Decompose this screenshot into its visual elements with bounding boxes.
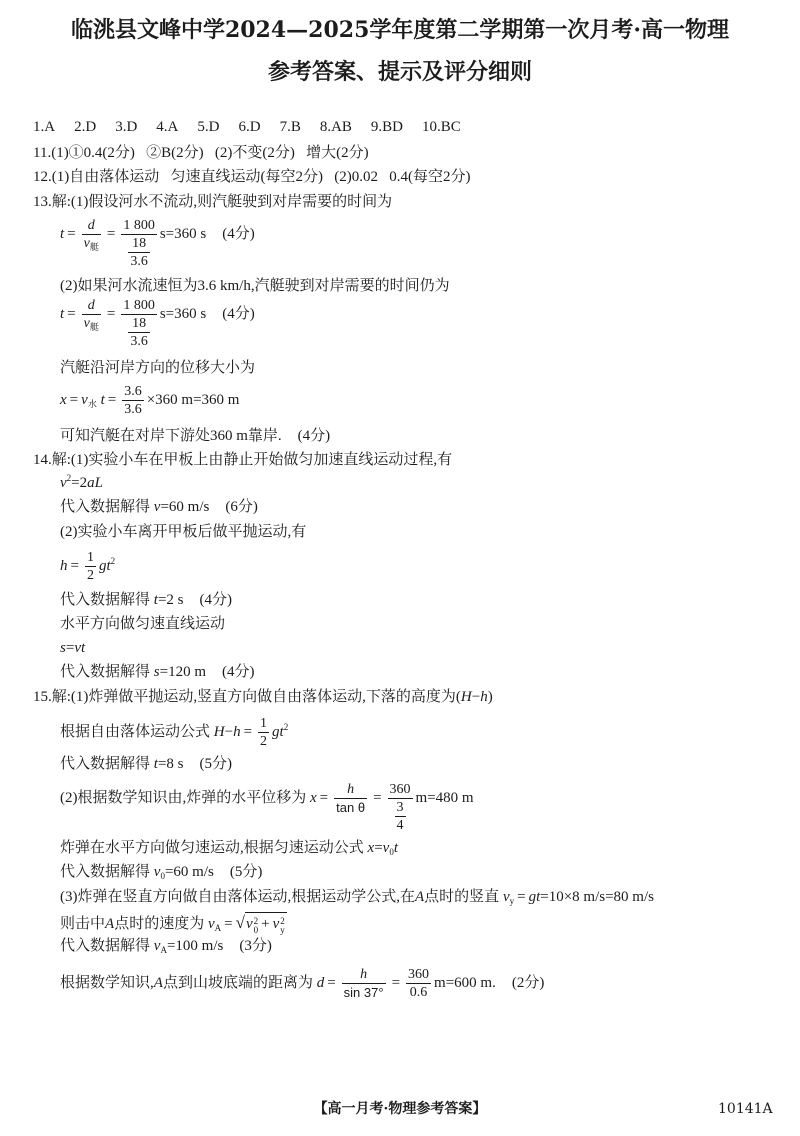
q14-part2-text: (2)实验小车离开甲板后做平抛运动,有: [60, 524, 307, 540]
sub-superscript: [254, 917, 259, 935]
q13-conclusion-text: 可知汽艇在对岸下游处360 m靠岸.: [60, 428, 282, 444]
var-A: A: [105, 916, 115, 932]
formula-label: (2)根据数学知识由,炸弹的水平位移为: [60, 790, 310, 806]
equals-sign: =: [391, 975, 401, 991]
var-gt: gt: [272, 724, 284, 740]
q14-result-1: [60, 497, 258, 517]
var-t: t: [393, 840, 398, 856]
q11-text: 11.(1)①0.4(2分) ②B(2分) (2)不变(2分) 增大(2分): [33, 145, 369, 161]
var-v: v: [502, 889, 510, 905]
q14-result-3: [60, 662, 255, 682]
q14-horizontal-text: 水平方向做匀速直线运动: [60, 616, 226, 632]
equals-sign: =: [319, 790, 329, 806]
numerator: [86, 297, 97, 314]
formula-label: 则击中: [60, 916, 106, 932]
fraction-one-half: [258, 715, 269, 750]
formula-lhs: [60, 789, 331, 807]
formula-rhs: [272, 723, 288, 742]
formula-result: [434, 974, 544, 992]
formula-lhs: [60, 305, 79, 323]
numerator: 3: [396, 800, 404, 815]
q15-result-1: [60, 754, 232, 774]
score: (5分): [199, 756, 232, 772]
result-variable: t: [153, 756, 158, 772]
formula-result: [416, 789, 474, 807]
result-label: 代入数据解得: [60, 756, 154, 772]
formula-label: (3)炸弹在竖直方向做自由落体运动,根据运动学公式,在: [60, 889, 415, 905]
q14-intro: [33, 450, 452, 470]
fraction-one-half: [85, 549, 96, 584]
score: (4分): [222, 226, 255, 242]
var-d: d: [87, 218, 95, 233]
superscript: 2: [66, 473, 72, 483]
q15-distance-formula: [60, 966, 544, 1001]
formula-equals: [104, 305, 118, 323]
equals-sign: =: [224, 916, 233, 932]
superscript: 2: [253, 916, 259, 926]
result-variable: v: [153, 499, 161, 515]
footer-code: 10141A: [718, 1101, 773, 1117]
result-value: =60 m/s: [160, 499, 210, 515]
score: (4分): [297, 428, 331, 444]
denominator: [82, 315, 101, 333]
close-paren: ): [487, 689, 493, 705]
denominator: [123, 235, 155, 270]
choice-answer: 6.D: [238, 119, 261, 135]
fraction-360-over-0.6: [406, 966, 431, 1001]
subscript: 艇: [89, 242, 99, 252]
numerator: 1: [86, 550, 94, 565]
equation-rhs: =2: [71, 475, 88, 491]
q15-intro-text: 15.解:(1)炸弹做平抛运动,竖直方向做自由落体运动,下落的高度为(: [33, 689, 461, 705]
numerator: 18: [132, 316, 147, 331]
var-d: d: [87, 298, 95, 313]
title-line-1: 临洮县文峰中学2024—2025学年度第二学期第一次月考·高一物理: [70, 17, 730, 43]
nested-fraction: [128, 235, 150, 270]
var-h: h: [233, 724, 241, 740]
q14-part2: [60, 522, 306, 542]
result-label: 代入数据解得: [60, 864, 154, 880]
var-h: h: [60, 558, 68, 574]
choice-answer: 8.AB: [319, 119, 352, 135]
choice-answer: 2.D: [74, 119, 97, 135]
minus-sign: −: [471, 689, 481, 705]
var-aL: aL: [87, 475, 103, 491]
score: (4分): [222, 664, 255, 680]
var-v: v: [245, 916, 253, 932]
subscript: 0: [253, 925, 259, 935]
var-v: v: [83, 236, 90, 251]
score: (4分): [222, 306, 255, 322]
subscript: A: [214, 923, 222, 933]
var-x: x: [310, 790, 317, 806]
fraction-h-over-sin: [342, 966, 386, 1001]
equals-sign: =: [517, 889, 526, 905]
q15-vertical-velocity: [60, 887, 654, 908]
minus-sign: −: [224, 724, 234, 740]
choice-answer: 7.B: [279, 119, 301, 135]
fraction-distance-over-speed: [121, 217, 157, 270]
score: (5分): [229, 864, 263, 880]
equals-sign: =: [106, 226, 116, 242]
numerator: [345, 781, 356, 798]
fraction-360-over-three-quarters: [388, 781, 413, 834]
formula-result: [160, 225, 255, 243]
q13-displacement-text: 汽艇沿河岸方向的位移大小为: [60, 360, 256, 376]
result-value: =2 s: [157, 592, 184, 608]
var-t: t: [96, 392, 105, 408]
var-A: A: [153, 975, 163, 991]
result-value: m=600 m.: [434, 975, 496, 991]
q14-result-2: [60, 590, 232, 610]
numerator: 3.6: [124, 384, 142, 399]
equals-sign: =: [69, 392, 79, 408]
equals-sign: =: [374, 840, 383, 856]
q14-horizontal: [60, 614, 225, 634]
denominator: [123, 315, 155, 350]
var-t: t: [60, 306, 65, 322]
q14-equation-3: [60, 638, 85, 658]
fraction-h-over-tan: [334, 781, 367, 816]
var-gt: gt: [528, 889, 541, 905]
sub-superscript: [280, 917, 285, 935]
denominator: 0.6: [409, 985, 428, 1000]
nested-fraction: [128, 315, 150, 350]
var-h: h: [360, 967, 368, 982]
var-s: s: [60, 640, 66, 656]
subscript: A: [160, 945, 167, 955]
var-H: H: [460, 689, 472, 705]
var-v: v: [60, 475, 67, 491]
formula-equals: [370, 789, 384, 807]
denominator: 4: [396, 818, 404, 833]
formula-lhs: [60, 557, 82, 575]
score: (3分): [239, 938, 272, 954]
equals-sign: =: [67, 306, 76, 322]
choice-answer: 4.A: [156, 119, 179, 135]
formula-equals: [104, 225, 118, 243]
numerator: 1 800: [123, 298, 155, 313]
score: (4分): [199, 592, 232, 608]
formula-rhs: [99, 557, 115, 576]
result-label: 代入数据解得: [60, 664, 154, 680]
equals-sign: =: [106, 306, 116, 322]
equals-sign: =: [373, 790, 382, 806]
result-value: m=480 m: [415, 790, 474, 806]
result-variable: s: [153, 664, 160, 680]
q14-equation-2: [60, 549, 115, 584]
result-variable: v: [153, 864, 161, 880]
denominator-tan-theta: tan θ: [336, 800, 366, 815]
formula-result: [147, 391, 240, 409]
denominator: [82, 235, 101, 253]
var-t: t: [60, 226, 65, 242]
superscript: 2: [283, 722, 289, 732]
formula-lhs: [60, 974, 339, 992]
q15-intro: [33, 687, 493, 707]
q13-time-formula-1: [60, 217, 255, 270]
var-v: v: [81, 392, 88, 408]
result-variable: t: [153, 592, 158, 608]
var-gt: gt: [98, 558, 111, 574]
var-d: d: [316, 975, 325, 991]
result-value: s=360 s: [159, 226, 207, 242]
q15-uniform-motion: [60, 838, 398, 859]
result-label: 代入数据解得: [60, 499, 154, 515]
choice-answer: 5.D: [197, 119, 220, 135]
result-value: =100 m/s: [166, 938, 224, 954]
numerator: 18: [132, 236, 147, 251]
footer-label: 【高一月考·物理参考答案】: [313, 1101, 487, 1117]
q15-result-3: [60, 936, 272, 957]
q13-intro-text: 13.解:(1)假设河水不流动,则汽艇驶到对岸需要的时间为: [33, 194, 393, 210]
q11-answer: [33, 143, 369, 163]
subscript: 0: [160, 871, 165, 881]
var-h: h: [347, 782, 355, 797]
numerator: 1 800: [123, 218, 155, 233]
denominator: 3.6: [130, 254, 148, 269]
result-label: 代入数据解得: [60, 592, 154, 608]
var-vt: vt: [74, 640, 86, 656]
q13-displacement-label: [60, 358, 255, 378]
subscript: y: [509, 896, 515, 906]
result-variable: v: [153, 938, 161, 954]
result-value: =120 m: [159, 664, 206, 680]
equals-sign: =: [67, 226, 76, 242]
fraction-d-over-v: [82, 297, 101, 333]
var-H: H: [213, 724, 225, 740]
var-h: h: [480, 689, 488, 705]
var-v: v: [83, 316, 90, 331]
equals-sign: =: [243, 724, 253, 740]
numerator: 360: [408, 967, 430, 982]
radicand: [245, 912, 287, 939]
var-v: v: [207, 916, 215, 932]
radical-sign: √: [235, 913, 245, 932]
title-line-2: 参考答案、提示及评分细则: [267, 59, 532, 85]
denominator: 2: [260, 734, 268, 749]
equals-sign: =: [70, 558, 79, 574]
plus-sign: +: [261, 916, 270, 932]
denominator: 3.6: [124, 402, 142, 417]
choice-answers-row: [33, 117, 480, 137]
score: (6分): [225, 499, 258, 515]
formula-label: 炸弹在水平方向做匀速运动,根据匀速运动公式: [60, 840, 368, 856]
q15-freefall-formula: [60, 715, 288, 750]
numerator: [86, 217, 97, 234]
subscript: y: [280, 925, 285, 935]
result-value: =8 s: [157, 756, 184, 772]
choice-answer: 9.BD: [370, 119, 404, 135]
choice-answer: 3.D: [115, 119, 138, 135]
formula-label: 根据自由落体运动公式: [60, 724, 214, 740]
q15-impact-velocity: [60, 912, 287, 939]
var-x: x: [367, 840, 375, 856]
q14-equation-1: [60, 473, 103, 494]
q13-intro: [33, 192, 392, 212]
denominator-sin-37: sin 37°: [343, 985, 384, 1000]
formula-lhs: [60, 723, 255, 741]
square-root: [236, 912, 287, 939]
superscript: 2: [280, 916, 285, 926]
formula-label-2: 点时的竖直: [424, 889, 503, 905]
choice-answer: 1.A: [33, 119, 56, 135]
equals-sign: =: [65, 640, 75, 656]
formula-result: [160, 305, 255, 323]
q13-part2: [60, 276, 450, 296]
result-value: s=360 s: [159, 306, 207, 322]
subscript: 0: [389, 847, 394, 857]
formula-label: 根据数学知识,: [60, 975, 154, 991]
denominator: [390, 799, 411, 834]
q12-answer: [33, 167, 470, 187]
result-label: 代入数据解得: [60, 938, 154, 954]
q13-time-formula-2: [60, 297, 255, 350]
numerator: 1: [260, 716, 268, 731]
var-v: v: [272, 916, 280, 932]
q13-conclusion: [60, 426, 330, 446]
result-value: =60 m/s: [164, 864, 214, 880]
denominator: 3.6: [130, 334, 148, 349]
q12-text: 12.(1)自由落体运动 匀速直线运动(每空2分) (2)0.02 0.4(每空2分): [33, 169, 471, 185]
subscript: 水: [87, 399, 97, 409]
equals-sign: =: [107, 392, 117, 408]
result-value: ×360 m=360 m: [146, 392, 240, 408]
formula-label-2: 点时的速度为: [114, 916, 208, 932]
q14-intro-text: 14.解:(1)实验小车在甲板上由静止开始做匀加速直线运动过程,有: [33, 452, 453, 468]
q15-result-2: [60, 862, 262, 883]
var-A: A: [415, 889, 425, 905]
choice-answer: 10.BC: [422, 119, 461, 135]
formula-equals: [389, 974, 403, 992]
formula-label-2: 点到山坡底端的距离为: [162, 975, 317, 991]
fraction-d-over-v: [82, 217, 101, 253]
var-x: x: [60, 392, 67, 408]
formula-lhs: [60, 225, 79, 243]
equals-sign: =: [327, 975, 336, 991]
q13-displacement-formula: [60, 383, 239, 418]
superscript: 2: [110, 556, 116, 566]
formula-lhs: [60, 391, 119, 410]
numerator: [358, 966, 369, 983]
numerator: 360: [389, 782, 411, 797]
q13-part2-text: (2)如果河水流速恒为3.6 km/h,汽艇驶到对岸需要的时间仍为: [60, 278, 450, 294]
denominator: 2: [86, 568, 94, 583]
nested-fraction: [395, 799, 406, 834]
result-value: =10×8 m/s=80 m/s: [540, 889, 654, 905]
fraction-distance-over-speed: [121, 297, 157, 350]
q15-horizontal-displacement-formula: [60, 781, 474, 834]
fraction-speed-ratio: [122, 383, 144, 418]
score: (2分): [511, 975, 545, 991]
var-v: v: [382, 840, 390, 856]
subscript: 艇: [89, 322, 99, 332]
